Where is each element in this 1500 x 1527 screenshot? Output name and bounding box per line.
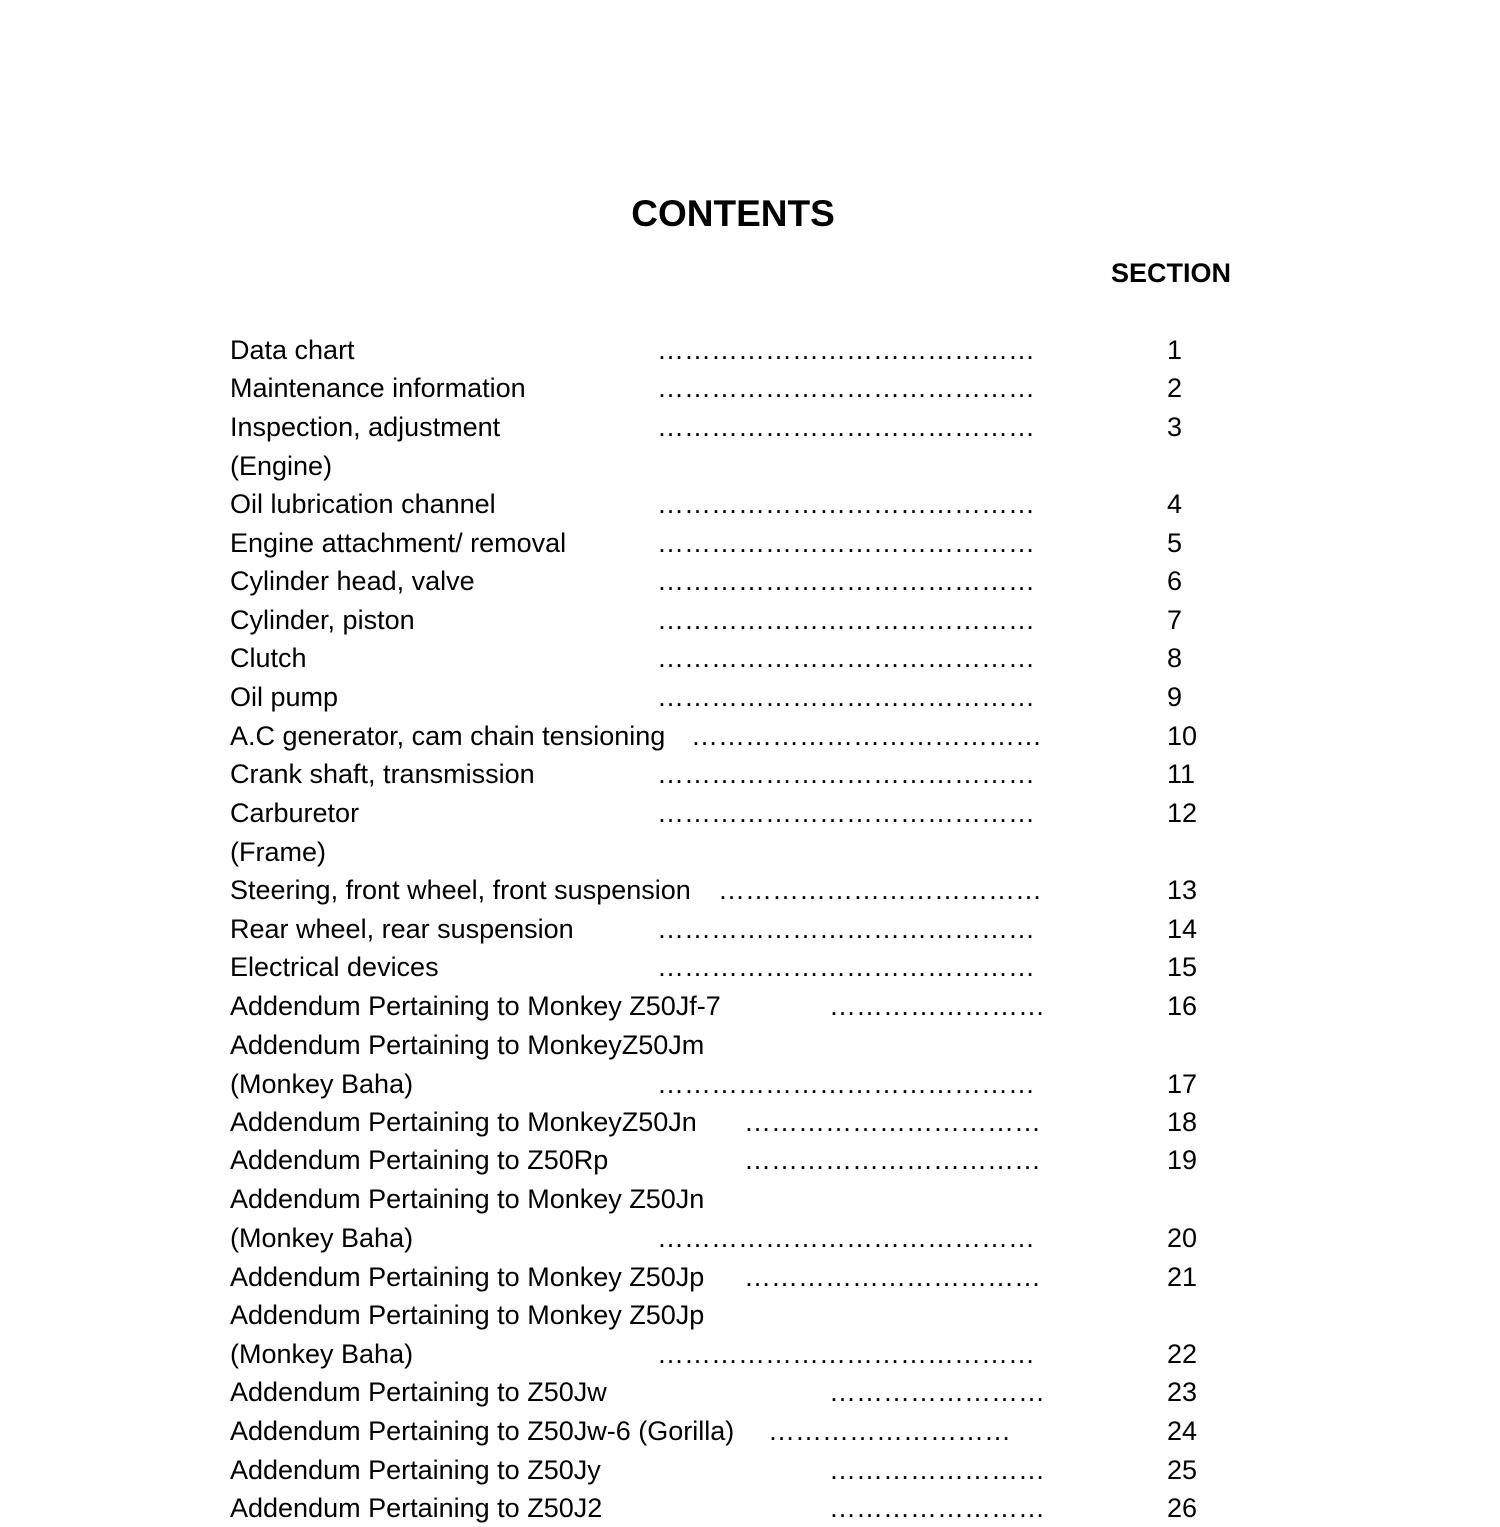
toc-entry (0, 1026, 1500, 1064)
toc-section-number: 13 (1167, 875, 1198, 905)
page-title: CONTENTS (631, 193, 835, 234)
toc-entry-label: Addendum Pertaining to Z50Jw (230, 1377, 607, 1407)
toc-leader-dots: …………………………………… (657, 643, 1035, 673)
toc-entry (0, 833, 1500, 871)
toc-leader-dots: …………………… (829, 1455, 1045, 1485)
toc-section-number: 26 (1167, 1493, 1198, 1523)
toc-section-number: 11 (1167, 759, 1196, 789)
toc-entry (0, 1141, 1500, 1179)
toc-entry-label: (Monkey Baha) (230, 1339, 414, 1369)
toc-entry-label: Addendum Pertaining to MonkeyZ50Jn (230, 1107, 697, 1137)
toc-section-number: 23 (1167, 1377, 1198, 1407)
toc-leader-dots: …………………………………… (657, 566, 1035, 596)
toc-leader-dots: …………………………………… (657, 605, 1035, 635)
toc-section-number: 2 (1167, 373, 1183, 403)
toc-entry-label: Rear wheel, rear suspension (230, 914, 574, 944)
toc-leader-dots: …………………… (829, 991, 1045, 1021)
toc-section-number: 18 (1167, 1107, 1198, 1137)
toc-entry-label: Oil pump (230, 682, 339, 712)
toc-entry (0, 601, 1500, 639)
toc-leader-dots: ……………………………… (718, 875, 1042, 905)
toc-section-number: 5 (1167, 528, 1183, 558)
toc-leader-dots: …………………………………… (657, 682, 1035, 712)
toc-entry-label: Addendum Pertaining to MonkeyZ50Jm (230, 1030, 705, 1060)
toc-entry-label: Addendum Pertaining to Monkey Z50Jf-7 (230, 991, 721, 1021)
toc-leader-dots: …………………………………… (657, 1339, 1035, 1369)
toc-entry-label: (Monkey Baha) (230, 1069, 414, 1099)
toc-entry (0, 562, 1500, 600)
toc-entry (0, 910, 1500, 948)
toc-section-number: 7 (1167, 605, 1183, 635)
toc-entry-label: Crank shaft, transmission (230, 759, 535, 789)
toc-leader-dots: …………………………… (744, 1145, 1041, 1175)
toc-section-number: 9 (1167, 682, 1183, 712)
toc-entry-label: Electrical devices (230, 952, 439, 982)
toc-entry (0, 331, 1500, 369)
toc-section-number: 14 (1167, 914, 1198, 944)
toc-entry (0, 408, 1500, 446)
toc-entry (0, 948, 1500, 986)
toc-entry-label: (Engine) (230, 451, 333, 481)
toc-entry-label: (Frame) (230, 837, 326, 867)
toc-entry-label: Addendum Pertaining to Monkey Z50Jp (230, 1300, 705, 1330)
toc-section-number: 3 (1167, 412, 1183, 442)
toc-entry (0, 485, 1500, 523)
toc-section-number: 1 (1167, 335, 1183, 365)
toc-entry (0, 1335, 1500, 1373)
toc-entry-label: Inspection, adjustment (230, 412, 501, 442)
toc-leader-dots: …………………………………… (657, 914, 1035, 944)
toc-entry (0, 1373, 1500, 1411)
toc-entry-label: Data chart (230, 335, 355, 365)
toc-section-number: 25 (1167, 1455, 1198, 1485)
toc-entry (0, 524, 1500, 562)
toc-leader-dots: …………………………………… (657, 489, 1035, 519)
toc-entry (0, 755, 1500, 793)
toc-entry-label: Addendum Pertaining to Z50Jw-6 (Gorilla) (230, 1416, 735, 1446)
toc-entry (0, 1103, 1500, 1141)
toc-section-number: 19 (1167, 1145, 1198, 1175)
toc-leader-dots: ……………………… (768, 1416, 1011, 1446)
section-column-header: SECTION (1111, 258, 1232, 288)
toc-entry-label: Clutch (230, 643, 307, 673)
toc-entry-label: Cylinder, piston (230, 605, 415, 635)
toc-leader-dots: …………………………………… (657, 1223, 1035, 1253)
toc-leader-dots: ………………………………… (691, 721, 1042, 751)
toc-entry (0, 717, 1500, 755)
toc-entry-label: Cylinder head, valve (230, 566, 475, 596)
toc-entry (0, 1451, 1500, 1489)
toc-section-number: 4 (1167, 489, 1183, 519)
toc-entry (0, 987, 1500, 1025)
toc-leader-dots: …………………………………… (657, 412, 1035, 442)
toc-section-number: 16 (1167, 991, 1198, 1021)
toc-section-number: 20 (1167, 1223, 1198, 1253)
toc-leader-dots: …………………………………… (657, 759, 1035, 789)
toc-entry-label: Addendum Pertaining to Monkey Z50Jp (230, 1262, 705, 1292)
toc-leader-dots: …………………………………… (657, 798, 1035, 828)
toc-entry (0, 1412, 1500, 1450)
toc-leader-dots: …………………………… (744, 1262, 1041, 1292)
toc-leader-dots: …………………… (829, 1493, 1045, 1523)
toc-entry (0, 369, 1500, 407)
toc-section-number: 15 (1167, 952, 1198, 982)
toc-leader-dots: …………………… (829, 1377, 1045, 1407)
toc-leader-dots: …………………………………… (657, 528, 1035, 558)
toc-entry-label: Addendum Pertaining to Z50Rp (230, 1145, 609, 1175)
toc-entry (0, 639, 1500, 677)
toc-entry-label: Engine attachment/ removal (230, 528, 567, 558)
toc-entry-label: Carburetor (230, 798, 360, 828)
toc-entry-label: Addendum Pertaining to Monkey Z50Jn (230, 1184, 705, 1214)
toc-leader-dots: …………………………………… (657, 335, 1035, 365)
toc-leader-dots: …………………………………… (657, 1069, 1035, 1099)
toc-leader-dots: …………………………………… (657, 373, 1035, 403)
toc-section-number: 24 (1167, 1416, 1198, 1446)
toc-entry-label: A.C generator, cam chain tensioning (230, 721, 666, 751)
toc-section-number: 21 (1167, 1262, 1198, 1292)
toc-entry-label: Addendum Pertaining to Z50J2 (230, 1493, 603, 1523)
toc-leader-dots: …………………………… (744, 1107, 1041, 1137)
toc-leader-dots: …………………………………… (657, 952, 1035, 982)
toc-entry (0, 1219, 1500, 1257)
toc-section-number: 6 (1167, 566, 1183, 596)
toc-entry (0, 1258, 1500, 1296)
toc-entry (0, 1065, 1500, 1103)
toc-entry (0, 1180, 1500, 1218)
toc-entry (0, 871, 1500, 909)
toc-section-number: 10 (1167, 721, 1198, 751)
toc-section-number: 17 (1167, 1069, 1198, 1099)
toc-section-number: 12 (1167, 798, 1198, 828)
toc-entry-label: Steering, front wheel, front suspension (230, 875, 691, 905)
toc-section-number: 8 (1167, 643, 1183, 673)
toc-entry-label: Maintenance information (230, 373, 526, 403)
toc-entry (0, 794, 1500, 832)
toc-entry-label: Addendum Pertaining to Z50Jy (230, 1455, 601, 1485)
toc-entry-label: Oil lubrication channel (230, 489, 496, 519)
toc-entry (0, 678, 1500, 716)
toc-entry (0, 1296, 1500, 1334)
toc-section-number: 22 (1167, 1339, 1198, 1369)
toc-entry-label: (Monkey Baha) (230, 1223, 414, 1253)
toc-entry (0, 1489, 1500, 1527)
toc-entry (0, 447, 1500, 485)
